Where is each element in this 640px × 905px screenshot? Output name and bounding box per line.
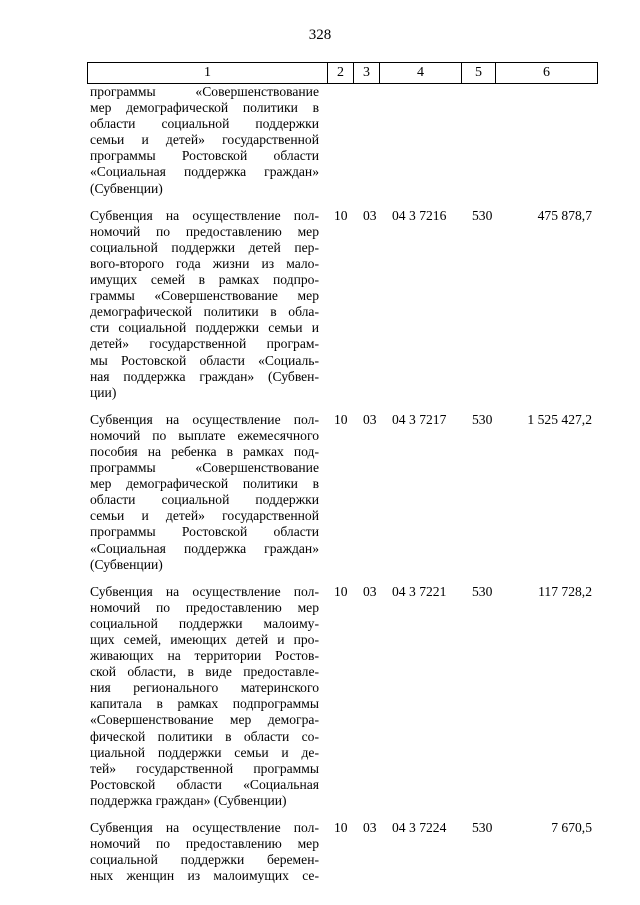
expense-type-code: 530 [472,207,493,223]
description-line: Субвенция на осуществление пол- [90,820,319,836]
description-line: социальной поддержки беремен- [90,852,319,868]
description-line: демографической политики в обла- [90,304,319,320]
section-code: 10 [334,411,348,427]
description-line: семьи и детей» государственной [90,508,319,524]
column-header-6: 6 [496,63,598,84]
description-line: живающих на территории Ростов- [90,648,319,664]
table-row [87,820,597,884]
row-description [87,84,319,197]
row-description [87,208,319,401]
subsection-code: 03 [363,583,377,599]
target-article-code: 04 3 7221 [392,583,447,599]
description-line: Субвенция на осуществление пол- [90,207,319,223]
row-description [87,584,319,809]
description-line: программы Ростовской области [90,524,319,540]
description-line: программы Ростовской области [90,148,319,164]
table-row [87,208,597,401]
description-line: ния регионального материнского [90,680,319,696]
description-line: сти социальной поддержки семьи и [90,320,319,336]
description-line: ных женщин из малоимущих се- [90,868,319,884]
description-line: пособия на ребенка в рамках под- [90,443,319,459]
description-line: программы «Совершенствование [90,84,319,99]
description-line: Ростовской области «Социальная [90,776,319,792]
table-row [87,84,597,197]
description-line: вого-второго года жизни из мало- [90,255,319,271]
description-line: области социальной поддержки [90,116,319,132]
description-line: мер демографической политики в [90,100,319,116]
row-description [87,820,319,884]
amount-value: 475 878,7 [537,207,592,223]
description-line: номочий по предоставлению мер [90,223,319,239]
description-line: Субвенция на осуществление пол- [90,411,319,427]
expense-type-code: 530 [472,411,493,427]
description-line: капитала в рамках подпрограммы [90,696,319,712]
description-line: мер демографической политики в [90,476,319,492]
expense-type-code: 530 [472,820,493,836]
column-header-1: 1 [88,63,328,84]
section-code: 10 [334,583,348,599]
column-header-4: 4 [380,63,462,84]
description-line: фической политики в области со- [90,728,319,744]
description-line: «Социальная поддержка граждан» [90,164,319,180]
subsection-code: 03 [363,411,377,427]
target-article-code: 04 3 7217 [392,411,447,427]
description-line: области социальной поддержки [90,492,319,508]
amount-value: 7 670,5 [551,820,592,836]
description-line: (Субвенции) [90,180,163,196]
row-description [87,412,319,573]
description-line: «Совершенствование мер демогра- [90,712,319,728]
column-header-row [88,63,598,84]
description-line: ции) [90,384,117,400]
description-line: социальной поддержки малоиму- [90,615,319,631]
description-line: «Социальная поддержка граждан» [90,540,319,556]
section-code: 10 [334,207,348,223]
description-line: щих семей, имеющих детей и про- [90,632,319,647]
target-article-code: 04 3 7224 [392,820,447,836]
description-line: Субвенция на осуществление пол- [90,583,319,599]
description-line: ная поддержка граждан» (Субвен- [90,368,319,384]
subsection-code: 03 [363,207,377,223]
table-row [87,412,597,573]
description-line: имущих семей в рамках подпро- [90,272,319,288]
description-line: граммы «Совершенствование мер [90,288,319,304]
description-line: номочий по предоставлению мер [90,599,319,615]
description-line: ской области, в виде предоставле- [90,664,319,680]
column-header-table [87,62,598,84]
column-header-5: 5 [462,63,496,84]
description-line: циальной поддержки семьи и де- [90,744,319,760]
column-header-3: 3 [354,63,380,84]
description-line: номочий по выплате ежемесячного [90,427,319,443]
table-body [87,84,597,884]
description-line: номочий по предоставлению мер [90,836,319,852]
section-code: 10 [334,820,348,836]
amount-value: 117 728,2 [538,583,592,599]
description-line: поддержка граждан» (Субвенции) [90,792,287,808]
description-line: мы Ростовской области «Социаль- [90,352,319,368]
description-line: (Субвенции) [90,556,163,572]
target-article-code: 04 3 7216 [392,207,447,223]
description-line: семьи и детей» государственной [90,132,319,148]
table-row [87,584,597,809]
description-line: детей» государственной програм- [90,336,319,352]
amount-value: 1 525 427,2 [527,411,592,427]
column-header-2: 2 [328,63,354,84]
description-line: программы «Совершенствование [90,460,319,476]
description-line: социальной поддержки детей пер- [90,239,319,255]
subsection-code: 03 [363,820,377,836]
description-line: тей» государственной программы [90,760,319,776]
page-number: 328 [308,27,332,43]
expense-type-code: 530 [472,583,493,599]
